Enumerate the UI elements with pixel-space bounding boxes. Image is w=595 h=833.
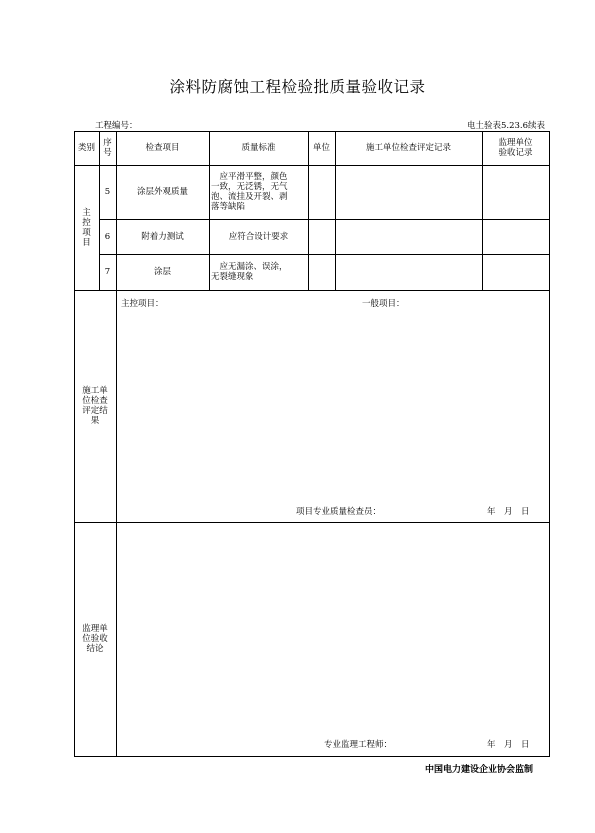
row-seq: 5 <box>104 187 111 197</box>
row-item: 涂层外观质量 <box>136 187 188 197</box>
footer-issuer: 中国电力建设企业协会监制 <box>424 765 533 775</box>
header-record: 施工单位检查评定记录 <box>365 143 451 153</box>
row-item: 附着力测试 <box>141 231 184 242</box>
construction-result-label: 施工单位检查评定结果 <box>82 386 108 426</box>
supervision-engineer-label: 专业监理工程师： <box>324 740 393 750</box>
row-seq: 7 <box>104 267 111 277</box>
header-seq: 序号 <box>103 138 112 158</box>
header-item: 检查项目 <box>145 143 180 153</box>
main-items-label: 主控项目： <box>121 299 164 309</box>
row-seq: 6 <box>104 231 111 242</box>
header-supervision: 监理单位验收记录 <box>498 138 533 158</box>
row-standard: 应无漏涂、误涂， 无裂缝现象 <box>211 262 288 282</box>
header-standard: 质量标准 <box>241 143 276 153</box>
page-title: 涂料防腐蚀工程检验批质量验收记录 <box>169 78 426 96</box>
row-standard: 应符合设计要求 <box>228 231 289 242</box>
general-items-label: 一般项目： <box>362 299 405 309</box>
row-standard: 应平滑平整，颜色 一致，无泛锈，无气 泡、流挂及开裂、剥 落等缺陷 <box>211 172 288 212</box>
project-number-label: 工程编号： <box>95 121 138 131</box>
construction-date: 年 月 日 <box>487 507 530 517</box>
header-category: 类别 <box>77 143 95 153</box>
quality-inspector-label: 项目专业质量检查员： <box>296 507 382 517</box>
supervision-conclusion-label: 监理单位验收结论 <box>82 624 108 654</box>
category-main-control: 主控项目 <box>82 207 91 248</box>
supervision-date: 年 月 日 <box>487 740 530 750</box>
row-item: 涂层 <box>153 267 171 277</box>
form-code: 电土验表5.23.6续表 <box>466 121 545 131</box>
header-unit: 单位 <box>312 143 330 153</box>
